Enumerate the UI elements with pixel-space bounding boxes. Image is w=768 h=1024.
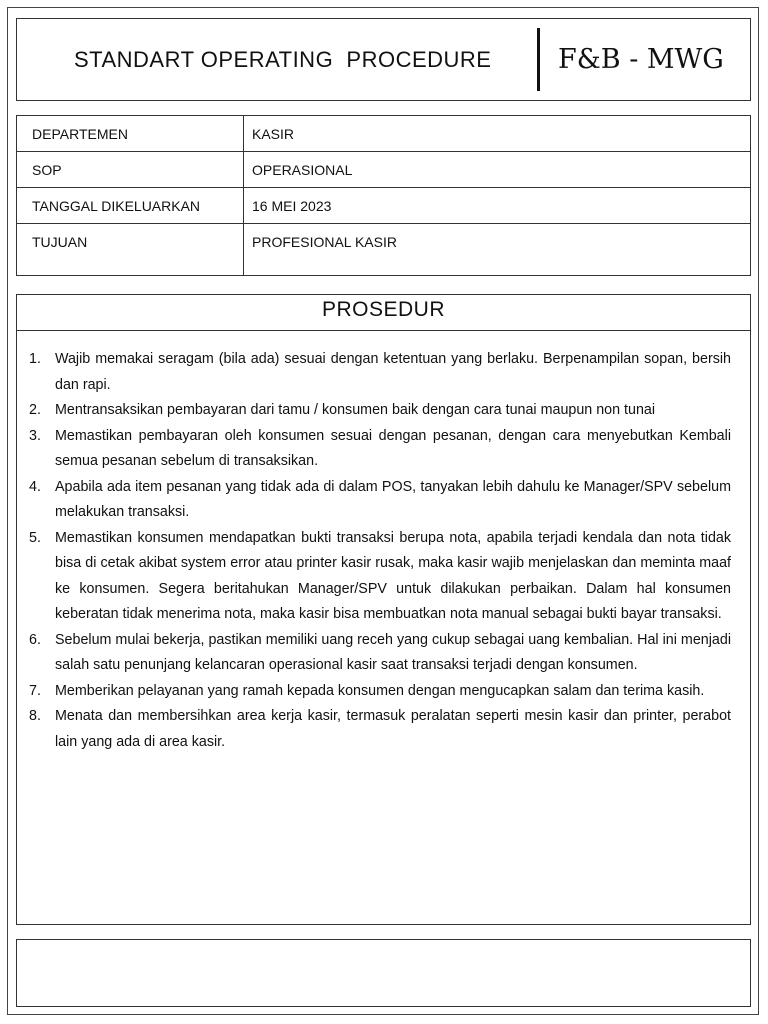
info-label: DEPARTEMEN: [32, 126, 128, 142]
list-item: [29, 398, 731, 424]
item-number: 6.: [29, 631, 41, 648]
info-row-tujuan: [17, 224, 750, 275]
item-number: 1.: [29, 351, 41, 367]
item-text: Mentransaksikan pembayaran dari tamu / konsumen baik dengan cara tunai maupun non tunai: [55, 402, 656, 418]
list-item: [29, 704, 731, 755]
procedure-title: PROSEDUR: [321, 298, 446, 321]
info-row-sop: [17, 152, 750, 188]
header-divider: [537, 28, 540, 91]
item-text: Apabila ada item pesanan yang tidak ada di dalam POS, tanyakan lebih dahulu ke Manager/SPV sebelum melakukan transaksi.: [55, 478, 731, 520]
item-text: Memberikan pelayanan yang ramah kepada konsumen dengan mengucapkan salam dan terima kasih.: [55, 682, 705, 699]
document-title: STANDART OPERATING PROCEDURE: [74, 47, 492, 72]
list-item: [29, 679, 731, 705]
procedure-header: [17, 295, 750, 331]
list-item: [29, 475, 731, 526]
item-text: Memastikan konsumen mendapatkan bukti transaksi berupa nota, apabila terjadi kendala dan nota tidak bisa di cetak akibat system error atau printer kasir rusak, maka kasir wajib menjelaskan dan meminta maaf ke konsumen. Segera beritahukan Manager/SPV untuk dilakukan perbaikan. Dalam hal konsumen keberatan tidak menerima nota, maka kasir bisa membuatkan nota manual sebagai bukti bayar transaksi.: [55, 529, 731, 622]
item-number: 5.: [29, 529, 41, 546]
brand-label: F&B - MWG: [558, 44, 724, 75]
info-row-tanggal: [17, 188, 750, 224]
item-number: 4.: [29, 478, 41, 495]
info-label: TUJUAN: [32, 234, 88, 250]
list-item: [29, 526, 731, 628]
info-label: SOP: [32, 162, 62, 178]
info-row-departemen: [17, 116, 750, 152]
item-number: 7.: [29, 682, 41, 699]
item-text: Menata dan membersihkan area kerja kasir, termasuk peralatan seperti mesin kasir dan printer, perabot lain yang ada di area kasir.: [55, 708, 731, 750]
list-item: [29, 628, 731, 679]
procedure-section: [16, 294, 751, 925]
info-value: KASIR: [252, 126, 295, 142]
item-text: Sebelum mulai bekerja, pastikan memiliki uang receh yang cukup sebagai uang kembalian. Hal ini menjadi salah satu penunjang kelancaran operasional kasir saat transaksi terjadi dengan konsumen.: [55, 631, 731, 673]
item-number: 2.: [29, 402, 41, 418]
item-text: Wajib memakai seragam (bila ada) sesuai dengan ketentuan yang berlaku. Berpenampilan sopan, bersih dan rapi.: [55, 351, 731, 393]
list-item: [29, 424, 731, 475]
list-item: [29, 347, 731, 398]
info-value: 16 MEI 2023: [252, 198, 332, 214]
info-value: OPERASIONAL: [252, 162, 353, 178]
item-number: 8.: [29, 708, 41, 724]
item-text: Memastikan pembayaran oleh konsumen sesuai dengan pesanan, dengan cara menyebutkan Kembali semua pesanan sebelum di transaksikan.: [55, 427, 731, 469]
item-number: 3.: [29, 427, 41, 444]
procedure-list: [29, 347, 731, 755]
info-label: TANGGAL DIKELUARKAN: [32, 198, 201, 214]
footer-box: [16, 939, 751, 1007]
info-table: [16, 115, 751, 276]
header-box: [16, 18, 751, 101]
info-value: PROFESIONAL KASIR: [252, 234, 397, 250]
